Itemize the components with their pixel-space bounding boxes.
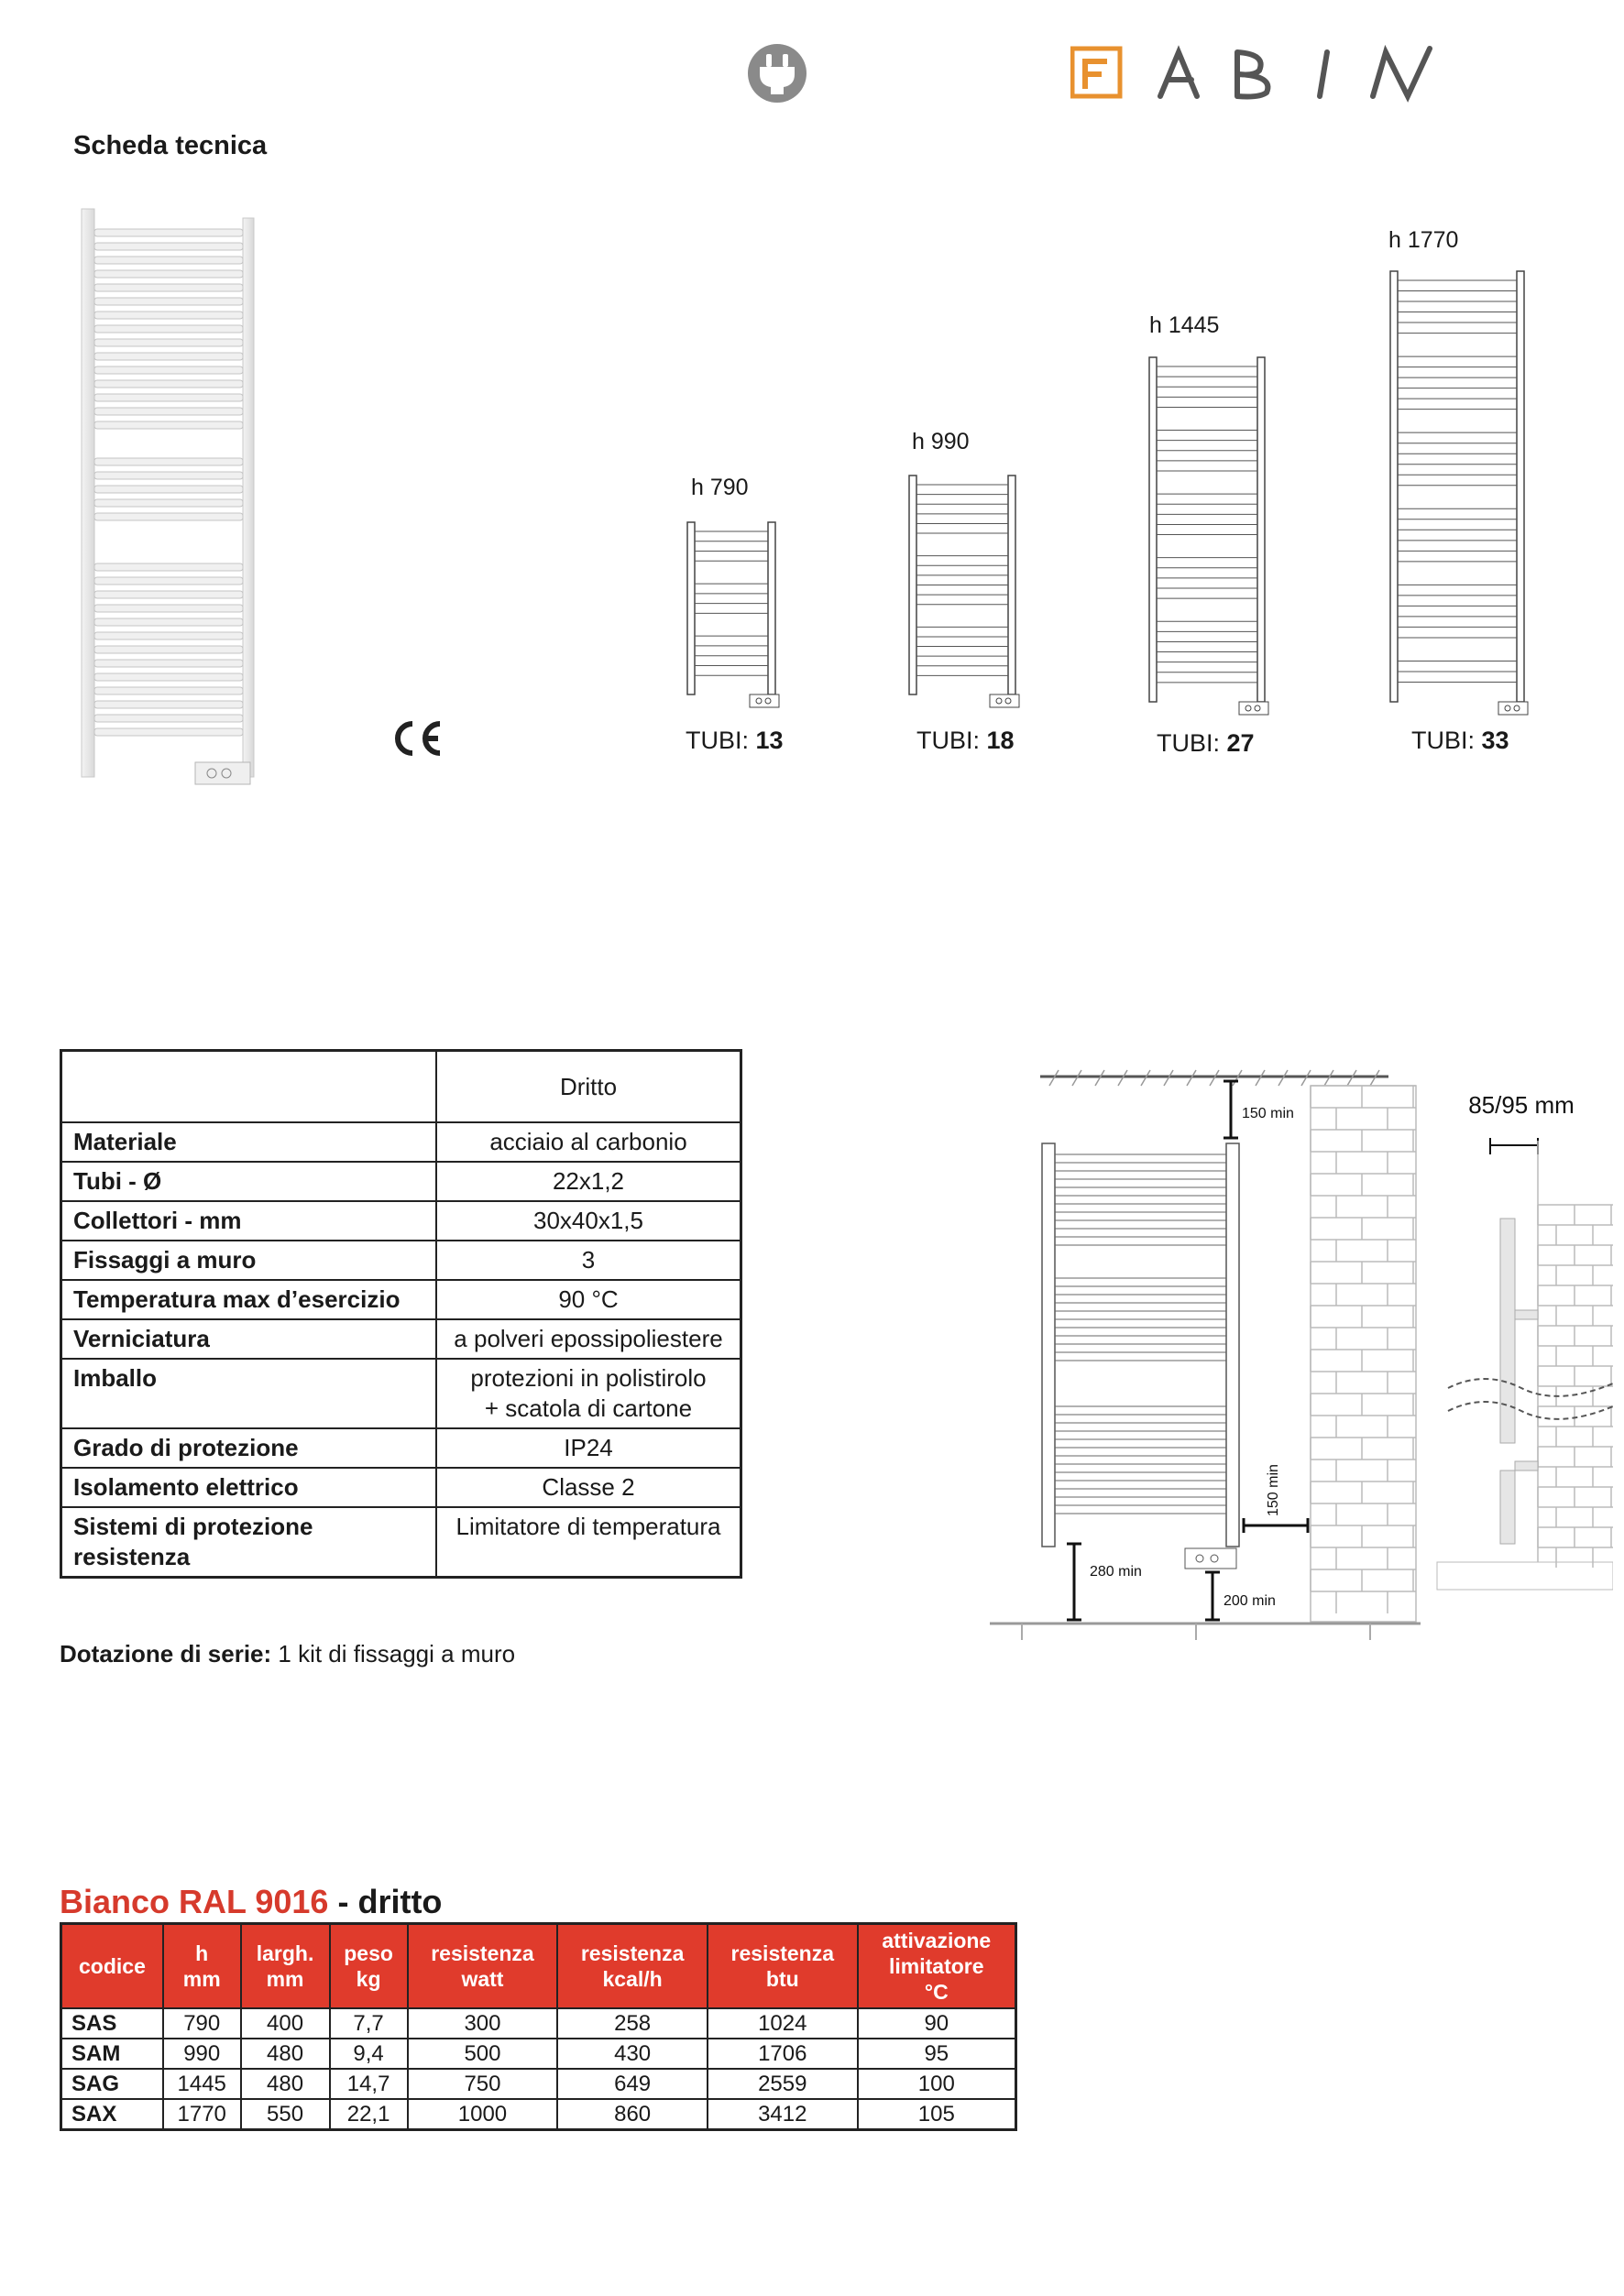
- spec-row: [61, 1241, 741, 1280]
- spec-row: [61, 1162, 741, 1201]
- table-cell: 100: [858, 2069, 1016, 2099]
- table-cell: 649: [557, 2069, 708, 2099]
- spec-value: [436, 1162, 741, 1201]
- spec-key-text: Sistemi di protezione: [73, 1513, 313, 1540]
- sheet-title: Scheda tecnica: [73, 131, 268, 160]
- spec-key: [61, 1507, 437, 1578]
- standard-kit-value: 1 kit di fissaggi a muro: [278, 1640, 516, 1667]
- variant-height-label: h 1770: [1388, 227, 1459, 253]
- table-cell: 400: [241, 2008, 330, 2039]
- installation-clearance-diagram: [985, 1054, 1425, 1658]
- variant-radiator-drawing: [907, 474, 1026, 713]
- model-column-header: [858, 1924, 1016, 2009]
- column-header-line: kcal/h: [602, 1967, 663, 1991]
- column-header-line: watt: [461, 1967, 504, 1991]
- depth-label: 85/95 mm: [1468, 1091, 1575, 1119]
- spec-value-text-2: + scatola di cartone: [484, 1394, 693, 1422]
- model-column-header: [408, 1924, 558, 2009]
- spec-value: [436, 1359, 741, 1428]
- model-code-cell: SAS: [61, 2008, 163, 2039]
- spec-value-text: acciaio al carbonio: [489, 1128, 687, 1155]
- spec-key-text: Verniciatura: [73, 1325, 210, 1352]
- spec-header-empty: [61, 1051, 437, 1123]
- wall-depth-diagram: [1430, 1086, 1613, 1599]
- column-header-line: btu: [765, 1967, 799, 1991]
- price-title-color: Bianco RAL 9016: [60, 1883, 329, 1920]
- variant-tubes: TUBI: 33: [1411, 727, 1509, 754]
- table-cell: 990: [163, 2039, 241, 2069]
- spec-row: [61, 1280, 741, 1319]
- table-cell: 95: [858, 2039, 1016, 2069]
- table-cell: 258: [557, 2008, 708, 2039]
- column-header-line: kg: [356, 1967, 381, 1991]
- floor-clearance-label: 280 min: [1090, 1564, 1142, 1580]
- spec-key-text: Collettori - mm: [73, 1207, 242, 1234]
- column-header-line: resistenza: [730, 1941, 835, 1965]
- column-header-line: resistenza: [431, 1941, 534, 1965]
- table-cell: 430: [557, 2039, 708, 2069]
- table-cell: 105: [858, 2099, 1016, 2130]
- model-code-cell: SAX: [61, 2099, 163, 2130]
- table-cell: 7,7: [330, 2008, 408, 2039]
- spec-table: [60, 1049, 742, 1579]
- table-cell: 1706: [708, 2039, 858, 2069]
- spec-row: [61, 1507, 741, 1578]
- top-clearance-label: 150 min: [1242, 1106, 1294, 1121]
- box-clearance-label: 200 min: [1223, 1593, 1276, 1609]
- model-table-header: [61, 1924, 1016, 2009]
- model-column-header: [557, 1924, 708, 2009]
- table-cell: 22,1: [330, 2099, 408, 2130]
- column-header-line: mm: [266, 1967, 304, 1991]
- spec-key: [61, 1319, 437, 1359]
- table-cell: 790: [163, 2008, 241, 2039]
- price-table-title: [60, 1883, 442, 1921]
- spec-value-text: 3: [581, 1246, 596, 1274]
- variant-height-label: h 990: [912, 429, 970, 454]
- variant-tubes: TUBI: 13: [686, 727, 784, 754]
- spec-key-text: Grado di protezione: [73, 1434, 299, 1461]
- model-column-header: [330, 1924, 408, 2009]
- column-header-line: limitatore: [889, 1954, 984, 1978]
- spec-key-text: Temperatura max d’esercizio: [73, 1285, 401, 1313]
- spec-row: [61, 1468, 741, 1507]
- spec-header-model: Dritto: [436, 1051, 741, 1123]
- model-column-header: [241, 1924, 330, 2009]
- side-clearance-label: 150 min: [1266, 1464, 1281, 1516]
- spec-value: [436, 1428, 741, 1468]
- spec-value-text: 90 °C: [558, 1285, 619, 1313]
- spec-value: [436, 1319, 741, 1359]
- table-cell: 1024: [708, 2008, 858, 2039]
- spec-value-text: a polveri epossipoliestere: [454, 1325, 723, 1352]
- column-header-line: °C: [924, 1980, 949, 2004]
- spec-value-text: protezioni in polistirolo: [470, 1364, 707, 1392]
- spec-row: [61, 1319, 741, 1359]
- spec-value-text: 30x40x1,5: [533, 1207, 643, 1234]
- column-header-line: resistenza: [580, 1941, 685, 1965]
- table-cell: 480: [241, 2069, 330, 2099]
- spec-value: [436, 1241, 741, 1280]
- table-cell: 9,4: [330, 2039, 408, 2069]
- spec-value: [436, 1507, 741, 1578]
- spec-value-text: IP24: [564, 1434, 613, 1461]
- variant-height-label: h 1445: [1149, 312, 1220, 338]
- table-cell: 3412: [708, 2099, 858, 2130]
- variant-radiator-drawing: [686, 520, 786, 713]
- column-header-line: peso: [344, 1941, 393, 1965]
- spec-value: [436, 1122, 741, 1162]
- spec-value-text: Limitatore di temperatura: [455, 1513, 721, 1540]
- table-cell: 14,7: [330, 2069, 408, 2099]
- model-column-header: [708, 1924, 858, 2009]
- standard-kit-note: [60, 1640, 515, 1668]
- price-title-sep: -: [328, 1883, 358, 1920]
- table-cell: 860: [557, 2099, 708, 2130]
- table-cell: 550: [241, 2099, 330, 2130]
- table-cell: 500: [408, 2039, 558, 2069]
- table-cell: 1770: [163, 2099, 241, 2130]
- price-title-model: dritto: [357, 1883, 443, 1920]
- table-cell: 2559: [708, 2069, 858, 2099]
- spec-key: [61, 1359, 437, 1428]
- spec-row: [61, 1122, 741, 1162]
- table-cell: 1445: [163, 2069, 241, 2099]
- variant-radiator-drawing: [1147, 355, 1276, 720]
- spec-header-row: [61, 1051, 741, 1123]
- spec-key-text: Tubi - Ø: [73, 1167, 162, 1195]
- spec-key-text: Imballo: [73, 1364, 158, 1392]
- table-cell: 300: [408, 2008, 558, 2039]
- standard-kit-label: Dotazione di serie:: [60, 1640, 272, 1667]
- variant-height-label: h 790: [691, 475, 749, 500]
- spec-row: [61, 1201, 741, 1241]
- column-header-line: largh.: [256, 1941, 314, 1965]
- spec-value: [436, 1280, 741, 1319]
- spec-row: [61, 1428, 741, 1468]
- spec-key: [61, 1280, 437, 1319]
- variant-radiator-drawing: [1388, 269, 1535, 720]
- column-header-line: attivazione: [882, 1929, 992, 1952]
- spec-key: [61, 1241, 437, 1280]
- spec-key: [61, 1428, 437, 1468]
- table-row: [61, 2008, 1016, 2039]
- table-row: [61, 2099, 1016, 2130]
- electric-plug-icon: [745, 41, 809, 105]
- column-header-line: mm: [182, 1967, 221, 1991]
- table-cell: 1000: [408, 2099, 558, 2130]
- spec-key: [61, 1162, 437, 1201]
- spec-key: [61, 1201, 437, 1241]
- spec-key-text: Materiale: [73, 1128, 177, 1155]
- spec-key-text: Isolamento elettrico: [73, 1473, 299, 1501]
- variant-tubes: TUBI: 18: [916, 727, 1015, 754]
- spec-key-text-2: resistenza: [73, 1543, 191, 1570]
- spec-key: [61, 1122, 437, 1162]
- spec-value: [436, 1201, 741, 1241]
- model-table: [60, 1922, 1017, 2131]
- table-row: [61, 2069, 1016, 2099]
- model-column-header: [61, 1924, 163, 2009]
- spec-key: [61, 1468, 437, 1507]
- column-header-line: codice: [79, 1954, 146, 1978]
- spec-key-text: Fissaggi a muro: [73, 1246, 257, 1274]
- spec-value-text: 22x1,2: [552, 1167, 625, 1195]
- ce-mark-icon: [389, 716, 445, 760]
- variant-tubes: TUBI: 27: [1157, 729, 1255, 757]
- spec-row: [61, 1359, 741, 1428]
- table-row: [61, 2039, 1016, 2069]
- model-column-header: [163, 1924, 241, 2009]
- table-cell: 480: [241, 2039, 330, 2069]
- table-cell: 90: [858, 2008, 1016, 2039]
- spec-value-text: Classe 2: [542, 1473, 635, 1501]
- towel-radiator-image: [78, 202, 275, 788]
- column-header-line: h: [195, 1941, 209, 1965]
- table-cell: 750: [408, 2069, 558, 2099]
- spec-value: [436, 1468, 741, 1507]
- fabin-logo: [1070, 41, 1455, 115]
- model-code-cell: SAG: [61, 2069, 163, 2099]
- model-code-cell: SAM: [61, 2039, 163, 2069]
